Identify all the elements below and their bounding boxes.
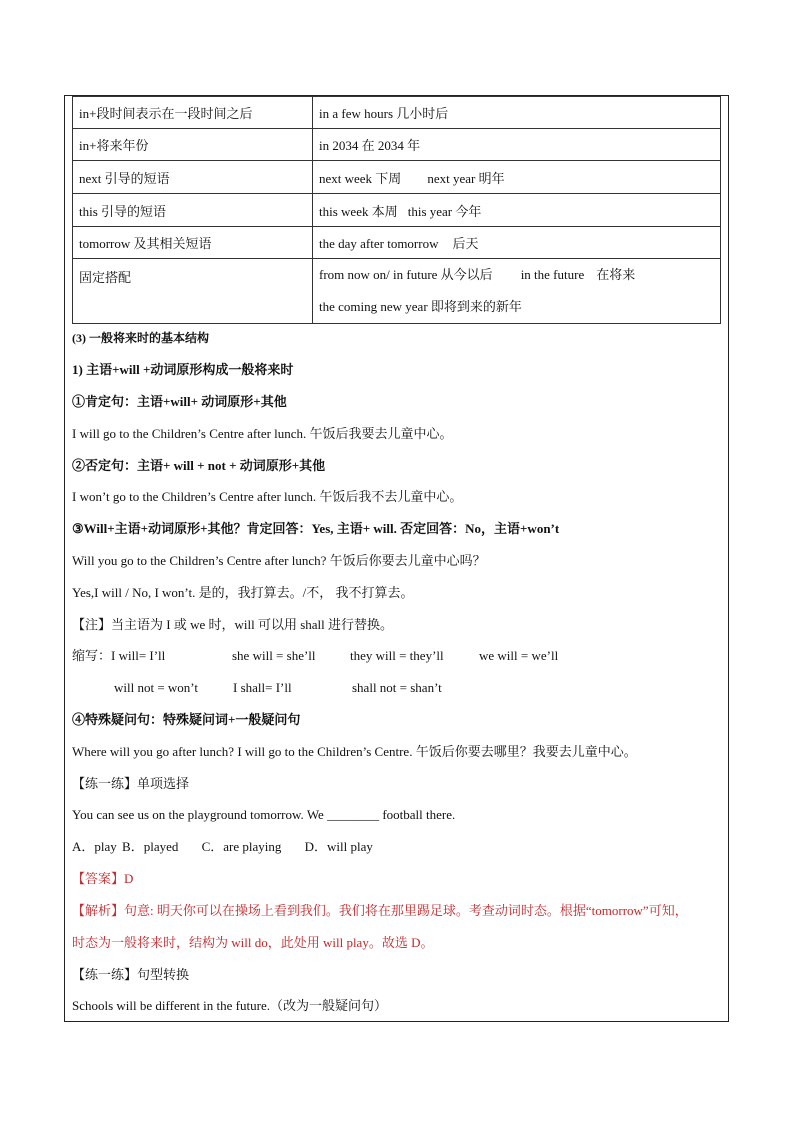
table-cell-text: in a few hours 几小时后 [319,106,449,121]
practice-title: 【练一练】单项选择 [72,776,190,791]
table-cell-right [313,259,721,324]
question-answers: Yes,I will / No, I won’t. 是的，我打算去。/不， 我不打算去。 [72,585,414,600]
answer-value: D [124,871,134,886]
table-cell-text: in 2034 在 2034 年 [319,138,421,153]
table-cell-right [313,129,721,161]
table-cell-text: this year 今年 [407,203,482,219]
subsection-heading: 1) 主语+will +动词原形构成一般将来时 [72,362,294,377]
table-cell-text: the coming new year 即将到来的新年 [319,299,522,314]
table-row [73,161,721,194]
table-cell-right [313,97,721,129]
table-cell-left: next 引导的短语 [73,161,313,194]
table-cell-left: in+段时间表示在一段时间之后 [73,97,313,129]
negative-example: I won’t go to the Children’s Centre after lunch. 午饭后我不去儿童中心。 [72,489,463,504]
table-cell-right [313,161,721,194]
abbreviation-item: she will = she’ll [232,648,316,663]
practice-question: You can see us on the playground tomorrow. We ________ football there. [72,807,456,822]
abbreviation-row [72,647,559,665]
abbreviation-item: will not = won’t [114,680,199,695]
practice-options [72,838,373,856]
wh-question-example: Where will you go after lunch? I will go to the Children’s Centre. 午饭后你要去哪里？我要去儿童中心。 [72,744,637,759]
table-cell-left: this 引导的短语 [73,194,313,227]
table-cell-text: next week 下周 [319,170,402,186]
table-cell-text: 后天 [452,236,479,251]
option-b: B．played [122,839,179,854]
wh-question-heading: ④特殊疑问句：特殊疑问词+一般疑问句 [72,712,301,727]
table-row [73,227,721,259]
table-row [73,194,721,227]
table-cell-text: from now on/ in future 从今以后 [319,267,493,282]
affirmative-heading: ①肯定句：主语+will+ 动词原形+其他 [72,394,287,409]
table-cell-left: tomorrow 及其相关短语 [73,227,313,259]
table-cell-text: 在将来 [596,267,636,282]
answer-line [72,870,133,888]
affirmative-example: I will go to the Children’s Centre after lunch. 午饭后我要去儿童中心。 [72,426,453,441]
table-row [73,259,721,324]
table-cell-text: next year 明年 [427,170,505,186]
abbreviation-item: I will= I’ll [111,648,166,663]
abbreviation-item: shall not = shan’t [352,680,442,695]
table-cell-text: the day after tomorrow [319,236,439,251]
table-cell-left: in+将来年份 [73,129,313,161]
negative-heading: ②否定句：主语+ will + not + 动词原形+其他 [72,458,326,473]
abbreviation-label: 缩写： [72,648,112,663]
answer-label: 【答案】 [72,871,125,886]
option-d: D．will play [304,839,373,854]
analysis-text: 句意: 明天你可以在操场上看到我们。我们将在那里踢足球。考查动词时态。根据“tomorrow”可知， [124,903,688,918]
table-cell-right [313,227,721,259]
table-row [73,129,721,161]
abbreviation-item: I shall= I’ll [233,680,292,695]
practice2-title: 【练一练】句型转换 [72,967,190,982]
analysis-label: 【解析】 [72,903,125,918]
analysis-line [72,902,688,920]
table-cell-text: in the future [520,267,585,282]
question-example: Will you go to the Children’s Centre after lunch? 午饭后你要去儿童中心吗？ [72,553,486,568]
phrase-table [72,96,721,324]
note-text: 【注】当主语为 I 或 we 时，will 可以用 shall 进行替换。 [72,617,394,632]
option-c: C．are playing [201,839,282,854]
abbreviation-item: they will = they’ll [350,648,444,663]
abbreviation-item: we will = we’ll [479,648,559,663]
abbreviation-row [114,679,442,697]
analysis-line-2: 时态为一般将来时，结构为 will do，此处用 will play。故选 D。 [72,935,434,950]
table-row [73,97,721,129]
practice2-question: Schools will be different in the future.（改为一般疑问句） [72,998,387,1013]
section-heading: (3) 一般将来时的基本结构 [72,331,209,345]
table-cell-left: 固定搭配 [73,259,313,324]
question-heading: ③Will+主语+动词原形+其他？肯定回答：Yes, 主语+ will. 否定回答：No，主语+won’t [72,521,560,536]
table-cell-right [313,194,721,227]
option-a: A．play [72,839,117,854]
table-cell-text: this week 本周 [319,203,398,219]
